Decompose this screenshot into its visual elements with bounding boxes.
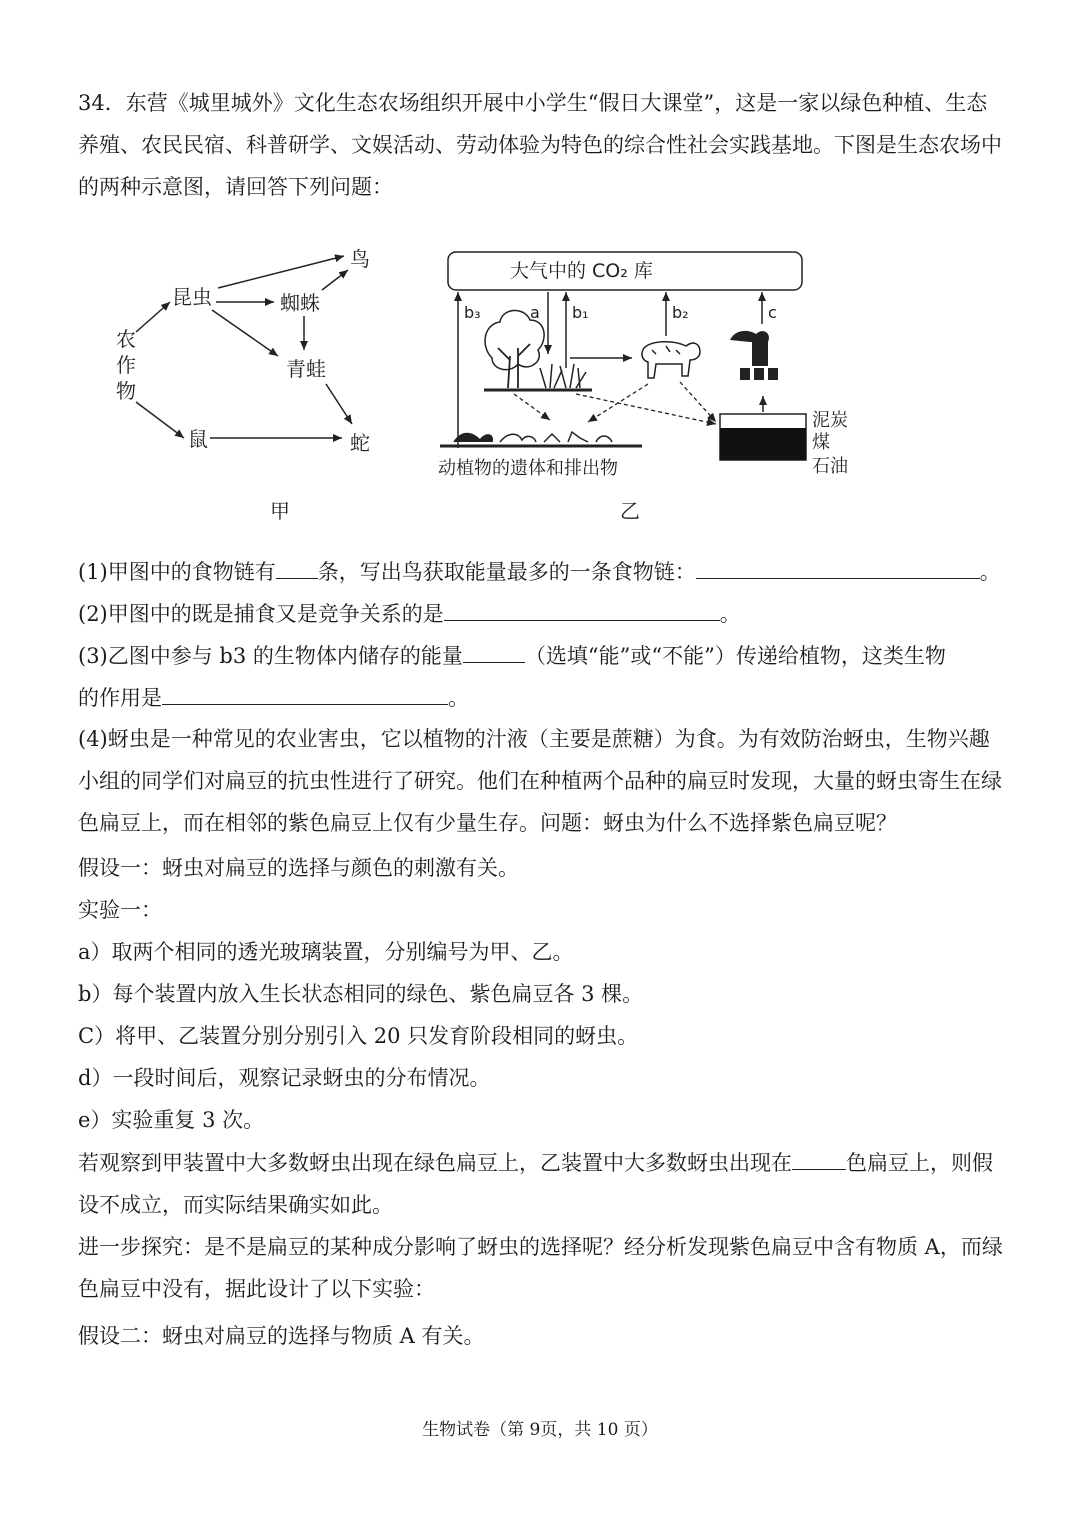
obs-text-a: 若观察到甲装置中大多数蚜虫出现在绿色扁豆上，乙装置中大多数蚜虫出现在 <box>78 1151 792 1175</box>
q2-text-a: (2)甲图中的既是捕食又是竞争关系的是 <box>78 602 444 626</box>
label-b2: b₂ <box>672 303 689 322</box>
fossil-peat: 泥炭 <box>812 410 848 431</box>
q3-text-a: (3)乙图中参与 b3 的生物体内储存的能量 <box>78 644 463 668</box>
node-mouse: 鼠 <box>188 427 208 451</box>
step-d: d）一段时间后，观察记录蚜虫的分布情况。 <box>78 1066 491 1090</box>
arrow-tree-remains <box>514 394 550 420</box>
step-a: a）取两个相同的透光玻璃装置，分别编号为甲、乙。 <box>78 940 574 964</box>
caption-jia: 甲 <box>270 499 290 523</box>
label-a: a <box>530 303 540 322</box>
q3-text-c: 的作用是 <box>78 686 162 710</box>
q3-blank-energy[interactable] <box>463 640 525 663</box>
obs-text-b: 色扁豆上，则假设不成立，而实际结果确实如此。 <box>78 1151 993 1217</box>
question-3-line-2 <box>78 682 1008 712</box>
arrow-crop-insect <box>136 302 170 332</box>
remains-icon <box>454 432 612 442</box>
arrow-insect-frog <box>212 310 278 356</box>
tree-icon <box>485 310 544 388</box>
q1-blank-chain[interactable] <box>696 556 980 579</box>
carbon-cycle-yi <box>438 252 848 523</box>
node-insect: 昆虫 <box>172 285 212 309</box>
remains-label: 动植物的遗体和排出物 <box>438 458 618 479</box>
caption-yi: 乙 <box>620 499 640 523</box>
arrow-insect-bird <box>218 256 344 288</box>
node-crop-1: 农 <box>116 327 136 351</box>
q3-text-d: 。 <box>448 686 469 710</box>
label-c: c <box>768 303 777 322</box>
further-inquiry: 进一步探究：是不是扁豆的某种成分影响了蚜虫的选择呢？经分析发现紫色扁豆中含有物质 A，而绿色扁豆中没有，据此设计了以下实验： <box>78 1235 1003 1301</box>
grass-icon <box>540 364 586 388</box>
node-crop-2: 作 <box>116 353 136 377</box>
node-bird: 鸟 <box>350 247 370 271</box>
question-3-line-1 <box>78 640 1008 670</box>
question-34-intro: 34．东营《城里城外》文化生态农场组织开展中小学生“假日大课堂”，这是一家以绿色种植、生态养殖、农民民宿、科普研学、文娱活动、劳动体验为特色的综合性社会实践基地。下图是生态农场中的两种示意图，请回答下列问题： <box>78 91 1002 199</box>
obs-blank-color[interactable] <box>792 1147 846 1170</box>
observation-paragraph <box>78 1142 1008 1226</box>
label-b1: b₁ <box>572 303 589 322</box>
hypothesis-2: 假设二：蚜虫对扁豆的选择与物质 A 有关。 <box>78 1324 485 1348</box>
page-footer: 生物试卷（第 9页，共 10 页） <box>422 1420 658 1440</box>
fossil-coal: 煤 <box>812 432 830 453</box>
q3-text-b: （选填“能”或“不能”）传递给植物，这类生物 <box>524 644 946 668</box>
node-frog: 青蛙 <box>286 357 326 381</box>
arrow-spider-bird <box>322 270 348 290</box>
q1-text-b: 条，写出鸟获取能量最多的一条食物链： <box>317 560 696 584</box>
step-e: e）实验重复 3 次。 <box>78 1108 265 1132</box>
question-4-intro: (4)蚜虫是一种常见的农业害虫，它以植物的汁液（主要是蔗糖）为食。为有效防治蚜虫，生物兴趣小组的同学们对扁豆的抗虫性进行了研究。他们在种植两个品种的扁豆时发现，大量的蚜虫寄生在绿色扁豆上，而在相邻的紫色扁豆上仅有少量生存。问题：蚜虫为什么不选择紫色扁豆呢？ <box>78 727 1002 835</box>
arrow-crop-mouse <box>136 402 184 438</box>
node-snake: 蛇 <box>350 431 370 455</box>
experiment-1-heading: 实验一： <box>78 898 162 922</box>
fossil-oil: 石油 <box>812 456 848 477</box>
fossil-fuel-fill <box>720 428 806 460</box>
question-2 <box>78 598 1008 628</box>
arrow-cow-fossil <box>680 382 716 422</box>
co2-pool-label: 大气中的 CO₂ 库 <box>510 260 653 282</box>
ecology-diagrams <box>100 236 860 536</box>
food-web-jia <box>116 247 370 523</box>
arrow-frog-snake <box>326 384 352 424</box>
node-crop-3: 物 <box>116 379 136 403</box>
q2-text-b: 。 <box>719 602 741 626</box>
label-b3: b₃ <box>464 303 481 322</box>
q1-text-a: (1)甲图中的食物链有 <box>78 560 276 584</box>
cow-icon <box>642 342 700 378</box>
q1-text-c: 。 <box>979 560 1001 584</box>
factory-icon <box>730 331 778 380</box>
q3-blank-role[interactable] <box>162 682 448 705</box>
q1-blank-count[interactable] <box>276 556 318 579</box>
question-1 <box>78 556 1008 586</box>
q2-blank[interactable] <box>444 598 720 621</box>
step-b: b）每个装置内放入生长状态相同的绿色、紫色扁豆各 3 棵。 <box>78 982 644 1006</box>
hypothesis-1: 假设一：蚜虫对扁豆的选择与颜色的刺激有关。 <box>78 856 519 880</box>
node-spider: 蜘蛛 <box>280 291 320 315</box>
step-c: C）将甲、乙装置分别分别引入 20 只发育阶段相同的蚜虫。 <box>78 1024 639 1048</box>
